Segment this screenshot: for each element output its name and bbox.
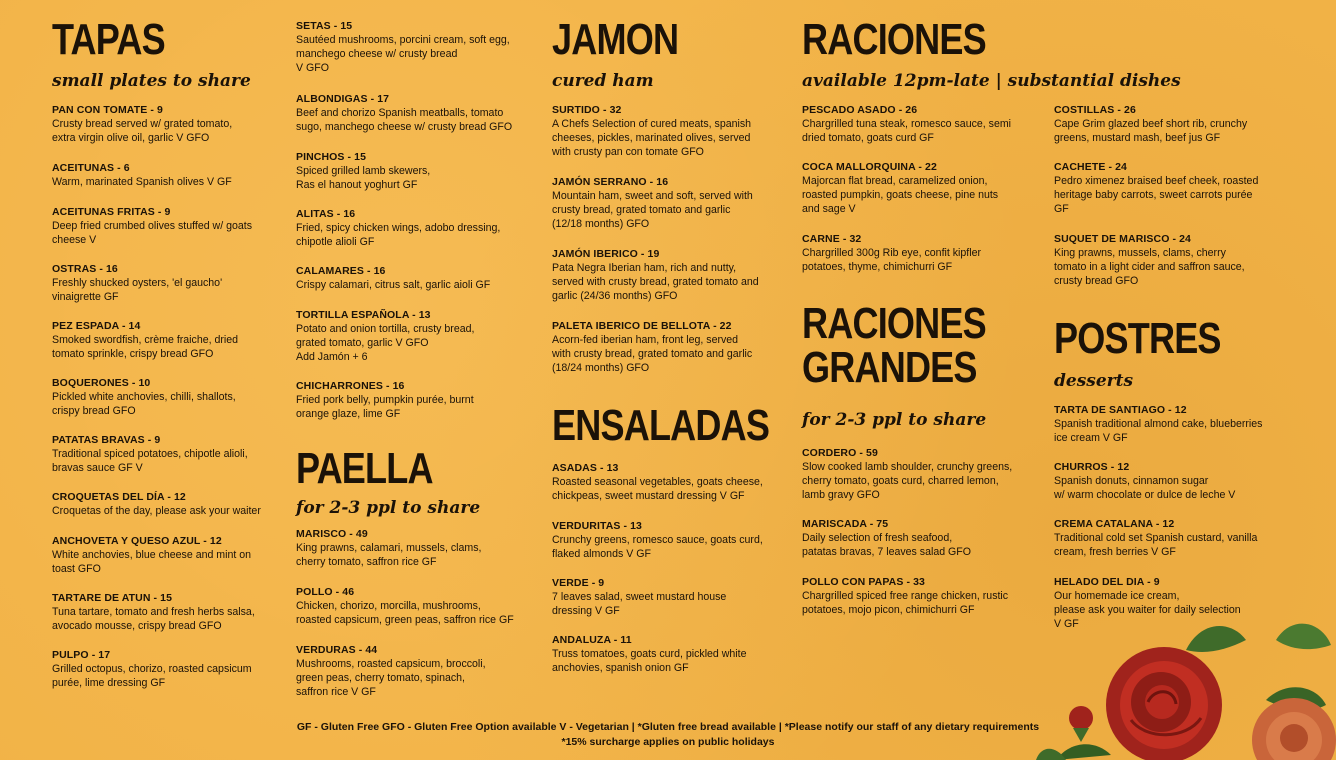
menu-item-description: Chicken, chorizo, morcilla, mushrooms, <box>296 600 481 612</box>
menu-item <box>52 490 288 518</box>
menu-item-description: saffron rice V GF <box>296 686 376 698</box>
menu-item-name: CHICHARRONES - 16 <box>296 380 405 392</box>
menu-item-description: roasted pumpkin, goats cheese, pine nuts <box>802 189 999 201</box>
menu-item-description: tomato in a light cider and saffron sauce, <box>1054 261 1245 273</box>
menu-item <box>296 264 532 292</box>
menu-item-description: Daily selection of fresh seafood, <box>802 532 953 544</box>
menu-item-name: COSTILLAS - 26 <box>1054 104 1136 116</box>
menu-item-description: cherry tomato, saffron rice GF <box>296 556 437 568</box>
menu-item-description: Potato and onion tortilla, crusty bread, <box>296 323 475 335</box>
menu-item <box>802 103 1038 145</box>
menu-item-description: Beef and chorizo Spanish meatballs, tomato <box>296 107 504 119</box>
menu-item-description: avocado mousse, crispy bread GFO <box>52 620 222 632</box>
menu-item-name: POLLO - 46 <box>296 586 355 598</box>
menu-item-description: Pedro ximenez braised beef cheek, roasted <box>1054 175 1259 187</box>
menu-item-description: Grilled octopus, chorizo, roasted capsicum <box>52 663 252 675</box>
menu-item-name: TORTILLA ESPAÑOLA - 13 <box>296 309 431 321</box>
menu-item-name: SURTIDO - 32 <box>552 104 622 116</box>
menu-item-name: ALBONDIGAS - 17 <box>296 93 390 105</box>
menu-item <box>1054 517 1290 559</box>
menu-item-name: ASADAS - 13 <box>552 462 619 474</box>
menu-item-name: CALAMARES - 16 <box>296 265 386 277</box>
menu-item-description: Chargrilled tuna steak, romesco sauce, semi <box>802 118 1012 130</box>
footer-surcharge: *15% surcharge applies on public holidays <box>561 736 775 748</box>
ensaladas-title <box>552 401 817 450</box>
menu-item-description: (12/18 months) GFO <box>552 218 650 230</box>
section-subtitle: small plates to share <box>52 71 251 91</box>
menu-item <box>52 262 288 304</box>
menu-item <box>1054 403 1290 445</box>
menu-item-description: Cape Grim glazed beef short rib, crunchy <box>1054 118 1248 130</box>
menu-item-description: 7 leaves salad, sweet mustard house <box>552 591 727 603</box>
menu-item-name: MARISCO - 49 <box>296 528 368 540</box>
menu-item <box>802 575 1038 617</box>
menu-item-description: dressing V GF <box>552 605 620 617</box>
menu-item-name: ANDALUZA - 11 <box>552 634 632 646</box>
menu-item-description: please ask you waiter for daily selection <box>1054 604 1241 616</box>
menu-item <box>296 585 532 627</box>
section-heading: TAPAS <box>52 15 165 64</box>
menu-item-name: OSTRAS - 16 <box>52 263 118 275</box>
paella-subtitle-wrap <box>296 498 480 518</box>
menu-item-description: with crusty pan con tomate GFO <box>552 146 704 158</box>
menu-item-description: Mountain ham, sweet and soft, served with <box>552 190 753 202</box>
menu-item-name: VERDURITAS - 13 <box>552 520 642 532</box>
menu-item-description: crusty bread, grated tomato and garlic <box>552 204 731 216</box>
menu-item-description: extra virgin olive oil, garlic V GFO <box>52 132 210 144</box>
menu-item <box>296 308 532 364</box>
menu-item-description: Fried, spicy chicken wings, adobo dressing, <box>296 222 501 234</box>
menu-item-description: manchego cheese w/ crusty bread <box>296 48 458 60</box>
menu-item <box>52 433 288 475</box>
section-heading: ENSALADAS <box>552 401 770 450</box>
menu-item-description: Crunchy greens, romesco sauce, goats curd, <box>552 534 763 546</box>
menu-item-description: Croquetas of the day, please ask your waiter <box>52 505 261 517</box>
menu-item-description: Deep fried crumbed olives stuffed w/ goats <box>52 220 253 232</box>
menu-item-name: COCA MALLORQUINA - 22 <box>802 161 937 173</box>
menu-item-description: Traditional cold set Spanish custard, vanilla <box>1054 532 1258 544</box>
menu-item-description: ice cream V GF <box>1054 432 1128 444</box>
menu-item <box>296 92 532 134</box>
tapas-subtitle-wrap <box>52 71 251 91</box>
menu-item-description: Add Jamón + 6 <box>296 351 368 363</box>
menu-item-name: ACEITUNAS FRITAS - 9 <box>52 206 171 218</box>
menu-item-description: crispy bread GFO <box>52 405 136 417</box>
menu-item <box>552 576 788 618</box>
menu-item <box>52 648 288 690</box>
menu-item-description: Truss tomatoes, goats curd, pickled white <box>552 648 747 660</box>
grandes-title <box>802 299 1026 392</box>
menu-item-description: Ras el hanout yoghurt GF <box>296 179 418 191</box>
raciones-subtitle-wrap <box>802 71 1181 91</box>
menu-item <box>802 517 1038 559</box>
menu-item-description: cheeses, pickles, marinated olives, served <box>552 132 751 144</box>
menu-item <box>296 643 532 699</box>
menu-item-description: bravas sauce GF V <box>52 462 143 474</box>
menu-item-description: served with crusty bread, grated tomato and <box>552 276 759 288</box>
menu-item-name: CREMA CATALANA - 12 <box>1054 518 1175 530</box>
menu-item-description: flaked almonds V GF <box>552 548 651 560</box>
roses-illustration <box>1036 610 1336 760</box>
menu-item-description: and sage V <box>802 203 856 215</box>
menu-item-description: lamb gravy GFO <box>802 489 880 501</box>
section-subtitle: cured ham <box>552 71 654 91</box>
menu-item <box>802 232 1038 274</box>
menu-item-description: V GF <box>1054 618 1079 630</box>
menu-item-name: VERDURAS - 44 <box>296 644 378 656</box>
section-subtitle: available 12pm-late | substantial dishes <box>802 71 1181 91</box>
menu-item-description: Pata Negra Iberian ham, rich and nutty, <box>552 262 737 274</box>
menu-item-description: Spanish traditional almond cake, blueberries <box>1054 418 1263 430</box>
menu-item <box>296 527 532 569</box>
menu-item-description: tomato sprinkle, crispy bread GFO <box>52 348 214 360</box>
menu-item-description: Chargrilled 300g Rib eye, confit kipfler <box>802 247 982 259</box>
section-subtitle: desserts <box>1054 371 1134 391</box>
grandes-subtitle-wrap <box>802 410 986 430</box>
menu-item-description: Sautéed mushrooms, porcini cream, soft egg, <box>296 34 510 46</box>
menu-item-description: Pickled white anchovies, chilli, shallots, <box>52 391 236 403</box>
section-heading: JAMON <box>552 15 679 64</box>
footer-legend: GF - Gluten Free GFO - Gluten Free Option available V - Vegetarian | *Gluten free bread available | *Please notify our staff of any dietary requirements <box>296 721 1040 733</box>
menu-item <box>552 247 788 303</box>
menu-item-description: green peas, cherry tomato, spinach, <box>296 672 466 684</box>
menu-item <box>552 633 788 675</box>
menu-item-description: Crispy calamari, citrus salt, garlic aioli GF <box>296 279 491 291</box>
menu-item-name: HELADO DEL DIA - 9 <box>1054 576 1160 588</box>
rose-icon-2 <box>1252 698 1336 760</box>
menu-item <box>1054 103 1290 145</box>
bud-icon <box>1069 706 1093 742</box>
menu-item-description: crusty bread GFO <box>1054 275 1139 287</box>
tapas-title <box>52 15 190 64</box>
menu-item-description: Majorcan flat bread, caramelized onion, <box>802 175 988 187</box>
menu-item-description: Crusty bread served w/ grated tomato, <box>52 118 233 130</box>
menu-item <box>1054 160 1290 216</box>
menu-item-name: PALETA IBERICO DE BELLOTA - 22 <box>552 320 732 332</box>
menu-item-description: Smoked swordfish, crème fraiche, dried <box>52 334 239 346</box>
menu-item <box>52 103 288 145</box>
menu-item-description: patatas bravas, 7 leaves salad GFO <box>802 546 971 558</box>
menu-item-name: PESCADO ASADO - 26 <box>802 104 918 116</box>
menu-item-description: A Chefs Selection of cured meats, spanish <box>552 118 752 130</box>
menu-item-description: greens, mustard mash, beef jus GF <box>1054 132 1221 144</box>
menu-item-description: potatoes, thyme, chimichurri GF <box>802 261 953 273</box>
menu-item-description: Fried pork belly, pumpkin purée, burnt <box>296 394 474 406</box>
menu-item-description: Roasted seasonal vegetables, goats cheese, <box>552 476 763 488</box>
menu-item-description: King prawns, mussels, clams, cherry <box>1054 247 1226 259</box>
menu-item <box>296 207 532 249</box>
menu-item <box>296 379 532 421</box>
menu-item-name: TARTARE DE ATUN - 15 <box>52 592 173 604</box>
menu-item-description: sugo, manchego cheese w/ crusty bread GFO <box>296 121 513 133</box>
menu-item-description: grated tomato, garlic V GFO <box>296 337 429 349</box>
menu-item <box>552 519 788 561</box>
section-heading: POSTRES <box>1054 314 1221 363</box>
menu-item-description: V GFO <box>296 62 329 74</box>
menu-item-name: VERDE - 9 <box>552 577 605 589</box>
menu-item-description: Our homemade ice cream, <box>1054 590 1180 602</box>
postres-subtitle-wrap <box>1054 371 1133 391</box>
menu-item <box>802 160 1038 216</box>
menu-item-description: heritage baby carrots, sweet carrots purée <box>1054 189 1253 201</box>
menu-item-description: with crusty bread, grated tomato and garlic <box>552 348 753 360</box>
menu-item <box>52 319 288 361</box>
menu-item-name: JAMÓN IBERICO - 19 <box>552 248 660 260</box>
menu-item-name: JAMÓN SERRANO - 16 <box>552 176 669 188</box>
rose-icon <box>1106 647 1222 760</box>
menu-item-description: (18/24 months) GFO <box>552 362 650 374</box>
menu-item-description: cherry tomato, goats curd, charred lemon, <box>802 475 999 487</box>
menu-item <box>52 376 288 418</box>
menu-item-name: ANCHOVETA Y QUESO AZUL - 12 <box>52 535 222 547</box>
menu-item-description: Tuna tartare, tomato and fresh herbs salsa, <box>52 606 255 618</box>
menu-item-description: White anchovies, blue cheese and mint on <box>52 549 252 561</box>
menu-item <box>1054 232 1290 288</box>
section-subtitle: for 2-3 ppl to share <box>802 410 987 430</box>
menu-item <box>296 19 532 75</box>
raciones-title <box>802 15 1026 64</box>
menu-item <box>552 461 788 503</box>
menu-item <box>552 175 788 231</box>
menu-item-name: ACEITUNAS - 6 <box>52 162 130 174</box>
menu-item-description: Slow cooked lamb shoulder, crunchy greens, <box>802 461 1013 473</box>
section-subtitle: for 2-3 ppl to share <box>296 498 481 518</box>
menu-item-description: Traditional spiced potatoes, chipotle alioli, <box>52 448 248 460</box>
menu-item-name: PEZ ESPADA - 14 <box>52 320 141 332</box>
menu-item <box>52 534 288 576</box>
menu-item-description: toast GFO <box>52 563 101 575</box>
menu-item-name: SETAS - 15 <box>296 20 353 32</box>
jamon-subtitle-wrap <box>552 71 654 91</box>
menu-item-name: ALITAS - 16 <box>296 208 356 220</box>
menu-item-description: garlic (24/36 months) GFO <box>552 290 678 302</box>
menu-item-description: Spanish donuts, cinnamon sugar <box>1054 475 1209 487</box>
section-heading-line2: GRANDES <box>802 343 977 392</box>
menu-item-description: Spiced grilled lamb skewers, <box>296 165 431 177</box>
menu-item-name: BOQUERONES - 10 <box>52 377 151 389</box>
menu-item-description: cheese V <box>52 234 97 246</box>
menu-item-description: roasted capsicum, green peas, saffron rice GF <box>296 614 514 626</box>
menu-item <box>552 103 788 159</box>
menu-item-description: chickpeas, sweet mustard dressing V GF <box>552 490 745 502</box>
menu-item-description: w/ warm chocolate or dulce de leche V <box>1054 489 1236 501</box>
menu-item-description: vinaigrette GF <box>52 291 119 303</box>
menu-item-description: Mushrooms, roasted capsicum, broccoli, <box>296 658 486 670</box>
menu-item-name: POLLO CON PAPAS - 33 <box>802 576 925 588</box>
menu-item-name: CACHETE - 24 <box>1054 161 1127 173</box>
menu-item-name: CORDERO - 59 <box>802 447 878 459</box>
menu-item-description: Freshly shucked oysters, 'el gaucho' <box>52 277 223 289</box>
menu-item-name: CHURROS - 12 <box>1054 461 1130 473</box>
menu-item-name: PULPO - 17 <box>52 649 111 661</box>
menu-item-name: CARNE - 32 <box>802 233 862 245</box>
menu-item-name: SUQUET DE MARISCO - 24 <box>1054 233 1191 245</box>
menu-item-name: PINCHOS - 15 <box>296 151 367 163</box>
menu-item <box>52 205 288 247</box>
menu-item-description: chipotle alioli GF <box>296 236 375 248</box>
menu-item <box>52 591 288 633</box>
menu-item-description: orange glaze, lime GF <box>296 408 401 420</box>
jamon-title <box>552 15 706 64</box>
menu-item-description: GF <box>1054 203 1069 215</box>
menu-item-description: Warm, marinated Spanish olives V GF <box>52 176 232 188</box>
paella-title <box>296 444 463 493</box>
menu-item-description: dried tomato, goats curd GF <box>802 132 934 144</box>
menu-item <box>52 161 288 189</box>
menu-item-description: potatoes, mojo picon, chimichurri GF <box>802 604 975 616</box>
menu-item-name: CROQUETAS DEL DÍA - 12 <box>52 491 186 503</box>
menu-item-name: PATATAS BRAVAS - 9 <box>52 434 161 446</box>
section-heading: PAELLA <box>296 444 433 493</box>
menu-item-name: TARTA DE SANTIAGO - 12 <box>1054 404 1187 416</box>
section-heading: RACIONES <box>802 299 986 348</box>
menu-item <box>552 319 788 375</box>
menu-item-description: Chargrilled spiced free range chicken, rustic <box>802 590 1009 602</box>
menu-item-description: King prawns, calamari, mussels, clams, <box>296 542 482 554</box>
menu-item-name: PAN CON TOMATE - 9 <box>52 104 163 116</box>
menu-item-description: cream, fresh berries V GF <box>1054 546 1176 558</box>
menu-item <box>802 446 1038 502</box>
menu-item-description: anchovies, spanish onion GF <box>552 662 689 674</box>
menu-item-description: Acorn-fed iberian ham, front leg, served <box>552 334 739 346</box>
menu-item <box>1054 460 1290 502</box>
menu-item-name: MARISCADA - 75 <box>802 518 889 530</box>
section-heading: RACIONES <box>802 15 986 64</box>
menu-item <box>296 150 532 192</box>
menu-item-description: purée, lime dressing GF <box>52 677 166 689</box>
postres-title <box>1054 314 1257 363</box>
